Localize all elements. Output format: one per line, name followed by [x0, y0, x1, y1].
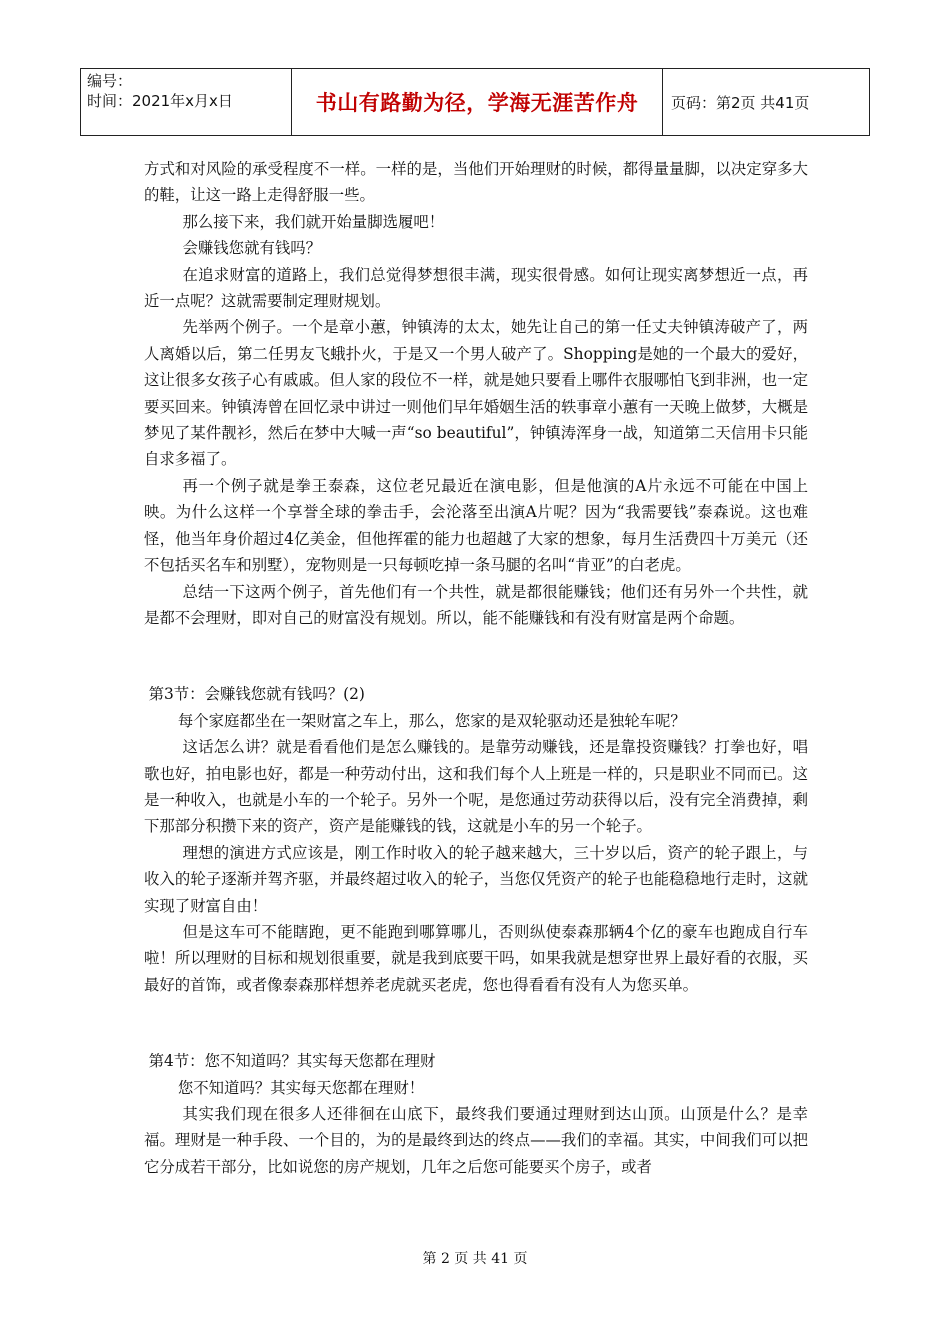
paragraph: 您不知道吗？其实每天您都在理财！: [177, 1078, 425, 1097]
paragraph: 在追求财富的道路上，我们总觉得梦想很丰满，现实很骨感。如何让现实离梦想近一点，再近一点呢？这就需要制定理财规划。: [144, 265, 808, 311]
section-heading: 第3节：会赚钱您就有钱吗？(2): [148, 685, 365, 704]
paragraph: 那么接下来，我们就开始量脚选履吧！: [182, 212, 445, 231]
paragraph: 每个家庭都坐在一架财富之车上，那么，您家的是双轮驱动还是独轮车呢？: [177, 711, 686, 730]
document-date: 时间：2021年x月x日: [87, 92, 233, 110]
paragraph: 理想的演进方式应该是，刚工作时收入的轮子越来越大，三十岁以后，资产的轮子跟上，与收入的轮子逐渐并驾齐驱，并最终超过收入的轮子，当您仅凭资产的轮子也能稳稳地行走时，这就实现了财富自由！: [144, 843, 808, 915]
document-body: [144, 156, 808, 1180]
page-header: [80, 68, 870, 136]
page-footer: [0, 1248, 950, 1268]
paragraph: 其实我们现在很多人还徘徊在山底下，最终我们要通过理财到达山顶。山顶是什么？是幸福。理财是一种手段、一个目的，为的是最终到达的终点——我们的幸福。其实，中间我们可以把它分成若干部分，比如说您的房产规划，几年之后您可能要买个房子，或者: [144, 1105, 808, 1176]
header-motto: 书山有路勤为径，学海无涯苦作舟: [315, 91, 639, 115]
paragraph: 但是这车可不能瞎跑，更不能跑到哪算哪儿，否则纵使泰森那辆4个亿的豪车也跑成自行车啦！所以理财的目标和规划很重要，就是我到底要干吗，如果我就是想穿世界上最好看的衣服，买最好的首饰，或者像泰森那样想养老虎就买老虎，您也得看看有没有人为您买单。: [144, 922, 808, 994]
document-number-label: 编号：: [87, 72, 133, 90]
paragraph: 再一个例子就是拳王泰森，这位老兄最近在演电影，但是他演的A片永远不可能在中国上映。为什么这样一个享誉全球的拳击手，会沦落至出演A片呢？因为“我需要钱”泰森说。这也难怪，他当年身价超过4亿美金，但他挥霍的能力也超越了大家的想象，每月生活费四十万美元（还不包括买名车和别墅），宠物则是一只每顿吃掉一条马腿的名叫“肯亚”的白老虎。: [144, 476, 808, 575]
header-motto-cell: [292, 69, 663, 136]
header-page-info: 页码：第2页 共41页: [663, 69, 870, 136]
paragraph: 总结一下这两个例子，首先他们有一个共性，就是都很能赚钱；他们还有另外一个共性，就是都不会理财，即对自己的财富没有规划。所以，能不能赚钱和有没有财富是两个命题。: [144, 582, 808, 627]
paragraph: 先举两个例子。一个是章小蕙，钟镇涛的太太，她先让自己的第一任丈夫钟镇涛破产了，两人离婚以后，第二任男友飞蛾扑火，于是又一个男人破产了。Shopping是她的一个最大的爱好，这让很多女孩子心有戚戚。但人家的段位不一样，就是她只要看上哪件衣服哪怕飞到非洲，也一定要买回来。钟镇涛曾在回忆录中讲过一则他们早年婚姻生活的轶事章小蕙有一天晚上做梦，大概是梦见了某件靓衫，然后在梦中大喊一声“so beautiful”，钟镇涛浑身一战，知道第二天信用卡只能自求多福了。: [144, 318, 808, 469]
paragraph: 这话怎么讲？就是看看他们是怎么赚钱的。是靠劳动赚钱，还是靠投资赚钱？打拳也好，唱歌也好，拍电影也好，都是一种劳动付出，这和我们每个人上班是一样的，只是职业不同而已。这是一种收入，也就是小车的一个轮子。另外一个呢，是您通过劳动获得以后，没有完全消费掉，剩下那部分积攒下来的资产，资产是能赚钱的钱，这就是小车的另一个轮子。: [144, 738, 808, 836]
section-heading: 第4节：您不知道吗？其实每天您都在理财: [148, 1052, 436, 1071]
header-meta: [81, 69, 292, 136]
footer-page-number: 第 2 页 共 41 页: [422, 1251, 528, 1267]
paragraph: 方式和对风险的承受程度不一样。一样的是，当他们开始理财的时候，都得量量脚，以决定穿多大的鞋，让这一路上走得舒服一些。: [144, 160, 808, 205]
subheading: 会赚钱您就有钱吗？: [182, 239, 322, 258]
